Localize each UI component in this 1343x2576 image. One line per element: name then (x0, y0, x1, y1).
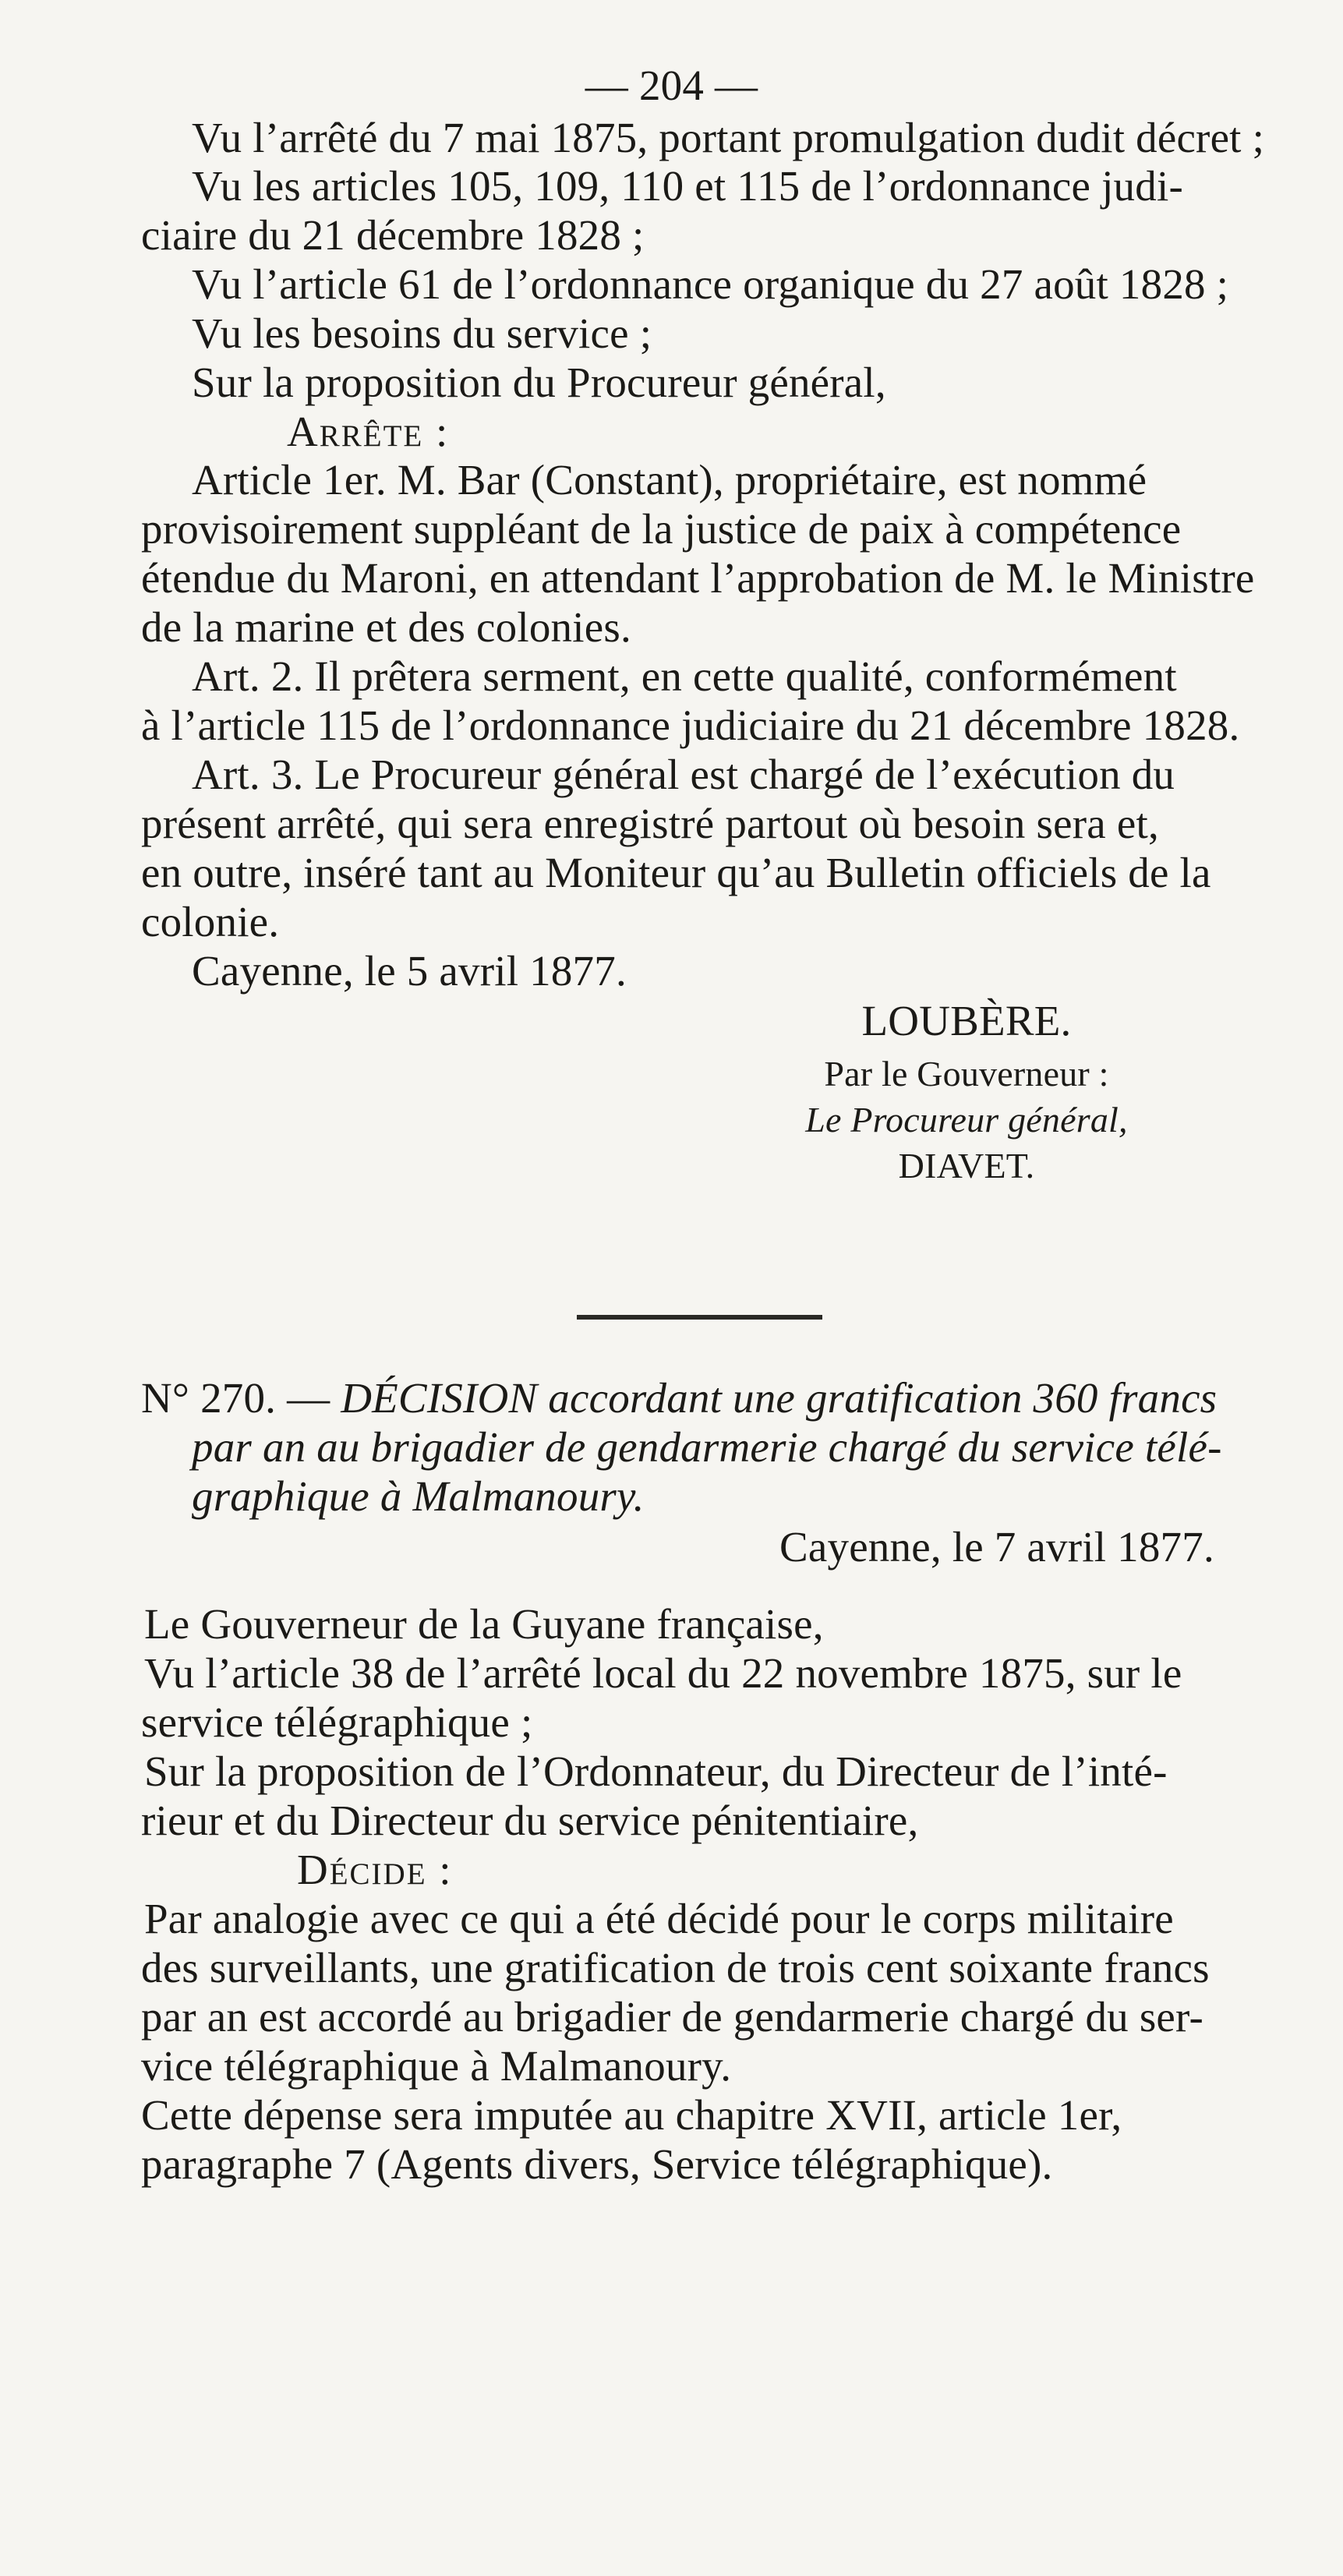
text-line: en outre, inséré tant au Moniteur qu’au Bulletin officiels de la (141, 849, 1211, 896)
decision-heading (141, 1373, 1217, 1423)
text-line: Vu l’arrêté du 7 mai 1875, portant promulgation dudit décret ; (192, 114, 1265, 161)
text-line: Vu les articles 105, 109, 110 et 115 de l’ordonnance judi- (192, 162, 1183, 210)
decision-text-line: paragraphe 7 (Agents divers, Service télégraphique). (141, 2140, 1053, 2188)
decision-date: Cayenne, le 7 avril 1877. (779, 1523, 1214, 1571)
decision-text-line: service télégraphique ; (141, 1698, 533, 1746)
text-line: à l’article 115 de l’ordonnance judiciaire du 21 décembre 1828. (141, 701, 1240, 749)
signature-name: LOUBÈRE. (861, 997, 1072, 1044)
text-line: colonie. (141, 898, 280, 945)
text-line: ciaire du 21 décembre 1828 ; (141, 211, 645, 259)
text-line: Vu les besoins du service ; (192, 309, 652, 357)
text-line: étendue du Maroni, en attendant l’approbation de M. le Ministre (141, 554, 1255, 602)
decision-text-line: Vu l’article 38 de l’arrêté local du 22 novembre 1875, sur le (144, 1649, 1182, 1697)
text-line: Art. 2. Il prêtera serment, en cette qualité, conformément (192, 652, 1177, 700)
place-date: Cayenne, le 5 avril 1877. (192, 947, 627, 995)
decision-text-line: Sur la proposition de l’Ordonnateur, du Directeur de l’inté- (144, 1747, 1168, 1795)
arrete-heading: Arrête : (287, 408, 450, 455)
section-divider (577, 1315, 822, 1320)
decide-heading: Décide : (297, 1846, 453, 1893)
decision-heading-line: graphique à Malmanoury. (192, 1472, 645, 1520)
decision-text-line: Par analogie avec ce qui a été décidé pour le corps militaire (144, 1895, 1174, 1942)
signature-signer: DIAVET. (898, 1146, 1035, 1186)
text-line: Article 1er. M. Bar (Constant), propriétaire, est nommé (192, 456, 1147, 504)
text-line: Sur la proposition du Procureur général, (192, 359, 886, 406)
text-line: présent arrêté, qui sera enregistré partout où besoin sera et, (141, 800, 1159, 847)
decision-text-line: vice télégraphique à Malmanoury. (141, 2042, 732, 2090)
decision-text-line: Le Gouverneur de la Guyane française, (144, 1600, 824, 1648)
signature-by: Par le Gouverneur : (824, 1054, 1109, 1094)
decision-heading-line: par an au brigadier de gendarmerie chargé du service télé- (192, 1423, 1222, 1471)
text-line: de la marine et des colonies. (141, 603, 631, 651)
decision-text-line: des surveillants, une gratification de trois cent soixante francs (141, 1944, 1210, 1991)
decision-number: N° 270. — (141, 1374, 330, 1422)
text-line: Vu l’article 61 de l’ordonnance organique du 27 août 1828 ; (192, 260, 1229, 308)
text-line: provisoirement suppléant de la justice de paix à compétence (141, 505, 1182, 553)
page-number: — 204 — (585, 62, 758, 109)
decision-text-line: rieur et du Directeur du service pénitentiaire, (141, 1797, 919, 1844)
decision-title: DÉCISION accordant une gratification 360 francs (341, 1374, 1218, 1422)
signature-role: Le Procureur général, (805, 1100, 1128, 1140)
decision-text-line: par an est accordé au brigadier de gendarmerie chargé du ser- (141, 1993, 1203, 2041)
text-line: Art. 3. Le Procureur général est chargé de l’exécution du (192, 751, 1175, 798)
decision-text-line: Cette dépense sera imputée au chapitre XVII, article 1er, (141, 2091, 1122, 2139)
